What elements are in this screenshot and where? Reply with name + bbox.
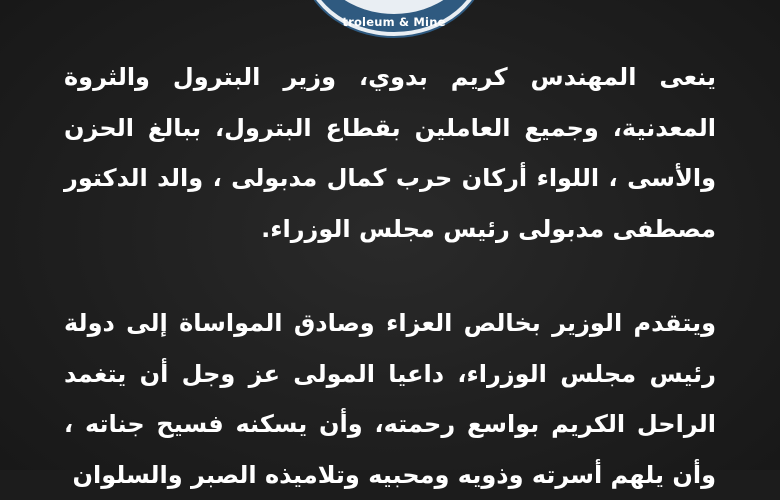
logo-text: troleum & Mine [342,15,446,29]
logo-inner-disc [316,0,472,14]
condolence-paragraph-2: ويتقدم الوزير بخالص العزاء وصادق المواساة إلى دولة رئيس مجلس الوزراء، داعيا المولى عز وجل أن يتغمد الراحل الكريم بواسع رحمته، وأن يسكنه فسيح جناته ، وأن يلهم أسرته وذويه ومحبيه وتلاميذه الصبر والسلوان [64,309,716,489]
condolence-paragraph-1: ينعى المهندس كريم بدوي، وزير البترول والثروة المعدنية، وجميع العاملين بقطاع البترول، ببالغ الحزن والأسى ، اللواء أركان حرب كمال مدبولى ، والد الدكتور مصطفى مدبولى رئيس مجلس الوزراء. [64,63,716,243]
ministry-logo [302,0,486,36]
